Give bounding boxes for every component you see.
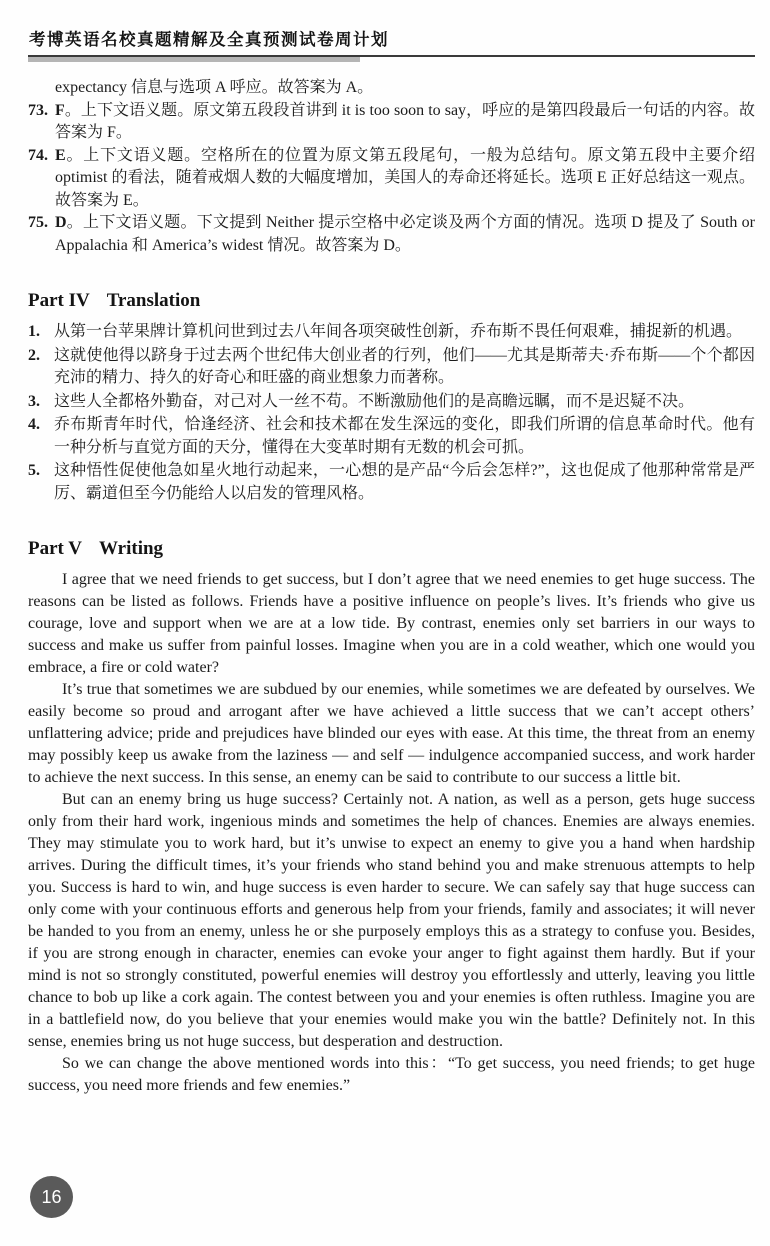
part5-label: Part V	[28, 538, 82, 559]
answer-letter: E	[55, 146, 66, 164]
essay-paragraph: It’s true that sometimes we are subdued by our enemies, while sometimes we are defeated by ourselves. We easily become so proud and arrogant after we have achieved a little success that we can’t accept others’ unflattering advice; pride and prejudices have blinded our eyes with ease. At this time, the threat from an enemy may possibly keep us awake from the laziness — and self — indulgence accompanied success, and work harder to achieve the next success. In this sense, an enemy can be said to contribute to our success a little bit.	[28, 681, 755, 786]
translation-item-number: 4.	[28, 416, 40, 433]
essay-paragraph: I agree that we need friends to get success, but I don’t agree that we need enemies to get huge success. The reasons can be listed as follows. Friends have a positive influence on people’s lives. It’s friends who give us courage, love and support when we are at a low tide. By contrast, enemies only set barriers in our ways to success and make us suffer from painful losses. Imagine when you are in a cold weather, which one would you embrace, a fire or cold water?	[28, 571, 755, 676]
answer-letter: D	[55, 214, 67, 231]
page-header	[28, 26, 755, 63]
page-number-badge	[30, 1176, 73, 1218]
answer-continuation-line: expectancy 信息与选项 A 呼应。故答案为 A。	[55, 79, 374, 96]
answer-item-number: 73.	[28, 101, 48, 119]
translation-item-4	[28, 414, 755, 459]
answer-item-number: 75.	[28, 214, 48, 231]
translation-item-5	[28, 460, 755, 505]
part4-heading	[28, 290, 755, 312]
translation-item-text: 这种悟性促使他急如星火地行动起来，一心想的是产品“今后会怎样?”，这也促成了他那种常常是严厉、霸道但至今仍能给人以启发的管理风格。	[54, 462, 755, 502]
answer-item-75	[28, 212, 755, 257]
answer-letter: F	[55, 101, 65, 119]
translation-item-number: 1.	[28, 323, 40, 340]
answer-item-74	[28, 145, 755, 213]
header-title: 考博英语名校真题精解及全真预测试卷周计划	[29, 31, 389, 49]
header-rule-bar	[28, 57, 360, 62]
translation-item-text: 这就使他得以跻身于过去两个世纪伟大创业者的行列，他们——尤其是斯蒂夫·乔布斯——个个都因充沛的精力、持久的好奇心和旺盛的商业想象力而著称。	[54, 346, 755, 386]
answer-explanation: 。上下文语义题。下文提到 Neither 提示空格中必定谈及两个方面的情况。选项 D 提及了 South or Appalachia 和 America’s widest 情况。故答案为 D。	[55, 214, 755, 254]
translation-section	[28, 321, 755, 505]
translation-item-text: 这些人全都格外勤奋，对己对人一丝不苟。不断激励他们的是高瞻远瞩，而不是迟疑不决。	[54, 392, 695, 410]
translation-item-1	[28, 321, 755, 344]
translation-item-number: 3.	[28, 392, 40, 410]
translation-item-text: 乔布斯青年时代，恰逢经济、社会和技术都在发生深远的变化，即我们所谓的信息革命时代。他有一种分析与直觉方面的天分，懂得在大变革时期有无数的机会可抓。	[54, 416, 755, 456]
part4-label: Part IV	[28, 290, 90, 311]
part5-title: Writing	[99, 538, 164, 559]
answer-item-number: 74.	[28, 146, 48, 164]
answer-explanation: 。上下文语义题。原文第五段段首讲到 it is too soon to say，呼应的是第四段最后一句话的内容。故答案为 F。	[55, 101, 755, 141]
header-rule	[28, 55, 755, 63]
essay-section	[28, 569, 755, 1097]
answer-item-73	[28, 100, 755, 145]
translation-item-text: 从第一台苹果牌计算机问世到过去八年间各项突破性创新，乔布斯不畏任何艰难，捕捉新的机遇。	[54, 323, 743, 340]
part4-title: Translation	[106, 290, 201, 311]
essay-paragraph: But can an enemy bring us huge success? Certainly not. A nation, as well as a person, gets huge success only from their hard work, ingenious minds and sometimes the help of chances. Enemies are always enemies. They may stimulate you to work hard, but it’s unwise to expect an enemy to give you a hand when hardship arrives. During the difficult times, it’s your friends who stand behind you and make strenuous attempts to help you. Success is hard to win, and huge success is even harder to secure. We can safely say that huge success can only come with your continuous efforts and generous help from your friends, family and associates; it will never be handed to you from an enemy, unless he or she purposely employs this as a strategy to confuse you. Besides, if you are strong enough in character, enemies can evoke your anger to fight against them hardly. But if your mind is not so strongly constituted, powerful enemies will destroy you effortlessly and utterly, leaving you little chance to bob up like a cork again. The contest between you and your enemies is often ruthless. Imagine you are in a battlefield now, do you believe that your enemies would make you win the battle? Definitely not. In this sense, enemies bring us not huge success, but desperation and destruction.	[28, 791, 755, 1050]
translation-item-3	[28, 391, 755, 414]
answer-item-text	[55, 145, 755, 213]
translation-item-number: 5.	[28, 462, 40, 479]
answers-section	[28, 77, 755, 257]
answer-item-text	[55, 212, 755, 257]
answer-explanation: 。上下文语义题。空格所在的位置为原文第五段尾句，一般为总结句。原文第五段中主要介绍 optimist 的看法，随着戒烟人数的大幅度增加，美国人的寿命还将延长。选项 E 正好总结这一观点。故答案为 E。	[55, 146, 755, 209]
essay-paragraph: So we can change the above mentioned words into this：“To get success, you need friends; to get huge success, you need more friends and few enemies.”	[28, 1055, 755, 1094]
answer-item-text	[55, 100, 755, 145]
translation-item-number: 2.	[28, 346, 40, 364]
part5-heading	[28, 538, 755, 560]
translation-item-2	[28, 345, 755, 390]
page-number: 16	[41, 1186, 62, 1207]
